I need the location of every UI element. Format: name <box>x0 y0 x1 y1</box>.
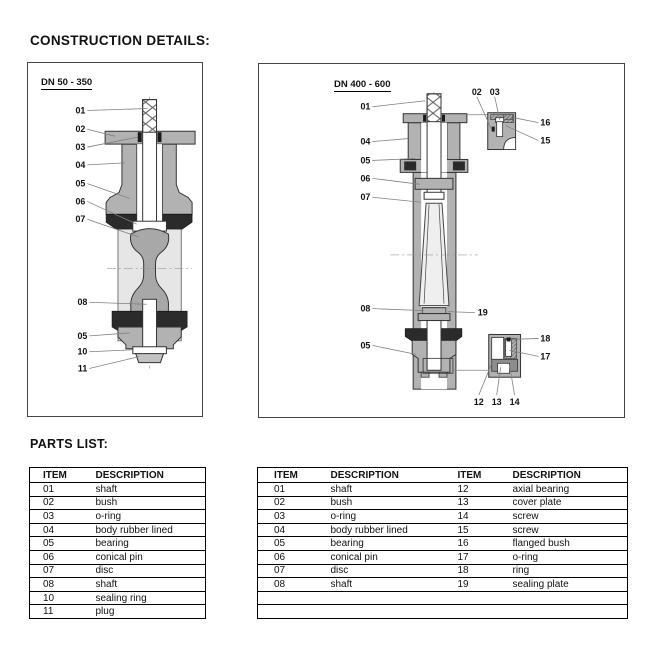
table-cell <box>513 605 628 619</box>
table-cell: conical pin <box>331 550 458 564</box>
table-cell: 06 <box>258 550 331 564</box>
parts-list-title: PARTS LIST: <box>30 437 109 451</box>
table-header-row <box>258 468 628 483</box>
diagram-caption-left: DN 50 - 350 <box>41 77 93 88</box>
table-row <box>30 496 206 510</box>
column-header: DESCRIPTION <box>513 468 628 483</box>
part-label: 05 <box>77 330 88 341</box>
table-cell: 17 <box>458 550 513 564</box>
part-label: 06 <box>360 173 371 184</box>
table-cell: disc <box>331 564 458 578</box>
table-cell: axial bearing <box>513 483 628 497</box>
table-cell: 02 <box>258 496 331 510</box>
table-cell: o-ring <box>513 550 628 564</box>
table-cell: body rubber lined <box>96 523 206 537</box>
table-cell <box>331 605 458 619</box>
table-cell: 03 <box>30 510 96 524</box>
neck-left-part <box>408 123 421 161</box>
table-row <box>30 483 206 497</box>
column-header: ITEM <box>30 468 96 483</box>
table-cell: 07 <box>30 564 96 578</box>
table-cell: 02 <box>30 496 96 510</box>
part-label: 03 <box>489 86 500 97</box>
table-cell <box>458 591 513 605</box>
part-label: 15 <box>540 135 551 146</box>
column-header: DESCRIPTION <box>96 468 206 483</box>
part-labels <box>75 105 87 373</box>
table-row <box>258 483 628 497</box>
parts-table-left <box>29 467 206 619</box>
table-header-row <box>30 468 206 483</box>
table-row <box>30 537 206 551</box>
lower-shaft-part <box>427 321 441 371</box>
table-cell <box>513 591 628 605</box>
table-cell: bush <box>331 496 458 510</box>
part-label: 05 <box>75 178 86 189</box>
table-row <box>30 591 206 605</box>
table-cell: 06 <box>30 550 96 564</box>
part-label: 07 <box>75 214 86 225</box>
table-cell: 14 <box>458 510 513 524</box>
table-cell: 10 <box>30 591 96 605</box>
part-label: 07 <box>360 192 371 203</box>
table-row <box>258 591 628 605</box>
table-cell: 01 <box>258 483 331 497</box>
table-cell: bearing <box>331 537 458 551</box>
diagram-dn50-350 <box>27 62 203 417</box>
table-cell: ring <box>513 564 628 578</box>
sealing-ring-part <box>133 347 167 354</box>
part-label: 06 <box>75 196 86 207</box>
part-label: 05 <box>360 340 371 351</box>
diagram-caption-right: DN 400 - 600 <box>334 79 391 90</box>
sealing-plate-part <box>422 308 446 314</box>
table-row <box>258 537 628 551</box>
column-header: ITEM <box>258 468 331 483</box>
table-cell: 01 <box>30 483 96 497</box>
part-label: 05 <box>360 155 371 166</box>
shaft-spline-hatch <box>427 94 441 122</box>
page-title: CONSTRUCTION DETAILS: <box>30 33 211 48</box>
table-cell: disc <box>96 564 206 578</box>
table-cell: 16 <box>458 537 513 551</box>
part-label: 16 <box>540 117 551 128</box>
column-header: ITEM <box>458 468 513 483</box>
table-cell <box>331 591 458 605</box>
part-label: 13 <box>491 397 502 408</box>
valve-cross-section-dn400 <box>259 64 624 417</box>
table-cell <box>258 605 331 619</box>
table-cell: o-ring <box>96 510 206 524</box>
part-label: 04 <box>75 159 86 170</box>
part-label: 12 <box>473 397 484 408</box>
part-label: 01 <box>360 101 371 112</box>
shaft-spline-hatch <box>143 100 157 133</box>
parts-table-right <box>257 467 628 619</box>
part-label: 18 <box>540 333 551 344</box>
table-cell: conical pin <box>96 550 206 564</box>
table-cell: 12 <box>458 483 513 497</box>
table-row <box>30 578 206 592</box>
table-cell: 18 <box>458 564 513 578</box>
table-row <box>30 605 206 619</box>
shoulder-seal-left <box>404 161 416 170</box>
part-label: 08 <box>77 297 88 308</box>
table-cell: o-ring <box>331 510 458 524</box>
table-cell: 05 <box>30 537 96 551</box>
shoulder-seal-right <box>453 161 465 170</box>
table-row <box>258 550 628 564</box>
part-label: 17 <box>540 351 551 362</box>
table-cell: 15 <box>458 523 513 537</box>
table-row <box>258 578 628 592</box>
table-row <box>30 523 206 537</box>
table-row <box>30 550 206 564</box>
table-cell: 04 <box>30 523 96 537</box>
table-row <box>30 564 206 578</box>
table-cell: 11 <box>30 605 96 619</box>
part-label: 08 <box>360 303 371 314</box>
detail-inset-top <box>467 113 516 150</box>
oring-left <box>423 115 426 122</box>
table-cell: shaft <box>331 578 458 592</box>
neck-right-part <box>447 123 460 161</box>
table-cell: shaft <box>96 483 206 497</box>
table-row <box>258 564 628 578</box>
table-row <box>258 605 628 619</box>
table-cell: screw <box>513 523 628 537</box>
part-label: 11 <box>77 363 88 374</box>
table-cell: 08 <box>30 578 96 592</box>
oring-left <box>138 132 142 142</box>
table-row <box>258 523 628 537</box>
bearing-flange-part <box>415 178 453 189</box>
part-label: 03 <box>75 142 86 153</box>
table-cell: 19 <box>458 578 513 592</box>
oring-right <box>442 115 445 122</box>
diagram-dn400-600 <box>258 63 625 418</box>
part-label: 14 <box>509 397 520 408</box>
plug-part <box>136 354 164 363</box>
table-row <box>30 510 206 524</box>
table-cell: screw <box>513 510 628 524</box>
table-cell <box>258 591 331 605</box>
part-label: 10 <box>77 346 88 357</box>
table-cell: plug <box>96 605 206 619</box>
conical-pin-part <box>424 192 444 199</box>
table-cell: 03 <box>258 510 331 524</box>
part-label: 19 <box>477 307 488 318</box>
table-cell: bush <box>96 496 206 510</box>
table-cell: body rubber lined <box>331 523 458 537</box>
column-header: DESCRIPTION <box>331 468 458 483</box>
table-cell: shaft <box>331 483 458 497</box>
part-label: 01 <box>75 105 86 116</box>
part-label: 04 <box>360 136 371 147</box>
table-cell: 13 <box>458 496 513 510</box>
table-cell: sealing ring <box>96 591 206 605</box>
table-cell: bearing <box>96 537 206 551</box>
part-label: 02 <box>471 86 482 97</box>
table-cell: shaft <box>96 578 206 592</box>
sealing-plate-part2 <box>418 314 450 321</box>
table-cell: 08 <box>258 578 331 592</box>
table-cell: 05 <box>258 537 331 551</box>
table-row <box>258 496 628 510</box>
table-cell: flanged bush <box>513 537 628 551</box>
part-label: 02 <box>75 124 86 135</box>
table-row <box>258 510 628 524</box>
table-cell: cover plate <box>513 496 628 510</box>
oring-right <box>158 132 162 142</box>
valve-cross-section-dn50 <box>28 63 202 416</box>
table-cell: 04 <box>258 523 331 537</box>
table-cell: 07 <box>258 564 331 578</box>
lower-shaft-part <box>143 299 157 348</box>
table-cell: sealing plate <box>513 578 628 592</box>
table-cell <box>458 605 513 619</box>
